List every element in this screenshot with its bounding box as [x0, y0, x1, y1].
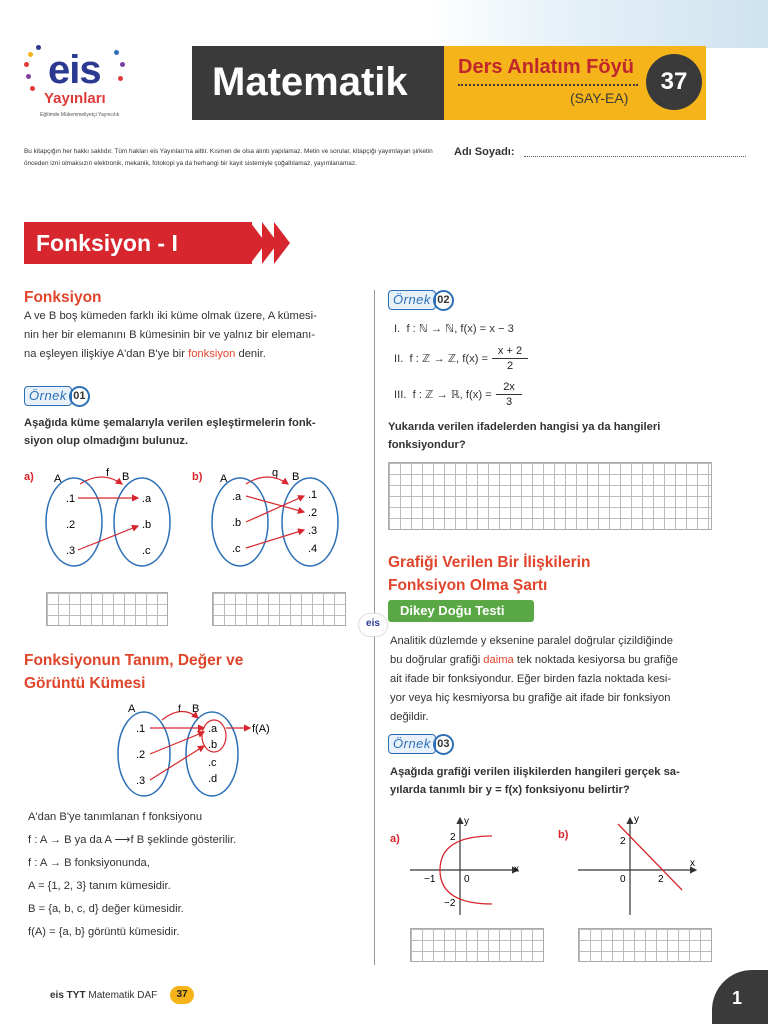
paragraph-line: değildir.	[390, 711, 429, 723]
set-label: A	[220, 473, 228, 485]
example-badge: Örnek 02	[388, 290, 454, 312]
definition-line: na eşleyen ilişkiye A'dan B'ye bir fonksiyon denir.	[24, 348, 266, 360]
set-element: .1	[136, 723, 146, 735]
method-badge: Dikey Doğu Testi	[388, 600, 534, 622]
page-number: 1	[732, 988, 743, 1008]
paragraph-line: Analitik düzlemde y eksenine paralel doğrular çizildiğinde	[390, 635, 673, 647]
subject-title: Matematik	[212, 60, 408, 104]
example-question: Aşağıda grafiği verilen ilişkilerden hangileri gerçek sa-	[390, 766, 680, 778]
definition-title: Fonksiyon	[24, 289, 102, 306]
set-element: .a	[232, 491, 242, 503]
statement-item: II. f : ℤ → ℤ, f(x) =	[394, 353, 489, 365]
fraction: x + 2 2	[492, 344, 528, 373]
tick-label: 0	[620, 874, 626, 885]
set-element: .a	[142, 493, 152, 505]
notation-line: f : A → B ya da A ⟶f B şeklinde gösterilir.	[28, 834, 237, 846]
set-element: .4	[308, 543, 318, 555]
set-element: .3	[136, 775, 146, 787]
function-label: g	[272, 467, 279, 479]
set-element: .b	[208, 739, 218, 751]
set-label: B	[122, 471, 130, 483]
example-question: fonksiyondur?	[388, 439, 466, 451]
diagram-label: b)	[192, 471, 203, 483]
example-question: siyon olup olmadığını bulunuz.	[24, 435, 189, 447]
logo-main: eis	[48, 48, 101, 92]
mapping-diagram-a	[22, 462, 188, 572]
section-title: Fonksiyon - I	[36, 230, 178, 256]
footer-text: eis TYT Matematik DAF	[50, 990, 158, 1001]
answer-grid[interactable]	[212, 592, 346, 626]
set-element: .3	[66, 545, 76, 557]
mapping-diagram-b	[190, 462, 356, 572]
paragraph-line: bu doğrular grafiği daima tek noktada kesiyorsa bu grafiğe	[390, 654, 678, 666]
statement-item: III. f : ℤ → ℝ, f(x) =	[394, 389, 492, 401]
page-number-tab	[712, 970, 768, 1024]
set-element: .2	[308, 507, 318, 519]
axis-label: y	[634, 814, 639, 825]
axis-label: x	[514, 864, 519, 875]
example-question: yılarda tanımlı bir y = f(x) fonksiyonu belirtir?	[390, 784, 630, 796]
set-element: .3	[308, 525, 318, 537]
set-element: .c	[142, 545, 151, 557]
copyright-notice: Bu kitapçığın her hakkı saklıdır. Tüm hakları eis Yayınları'na aittir. Kısmen de olsa alıntı yapılamaz. Metin ve sorular, kitapçığı yayımlayan şirketin önceden izni olmaksızın elektronik, mekanik, fotokopi ya da herhangi bir kayıt sistemiyle çoğaltılamaz, yayımlanamaz.	[24, 148, 433, 167]
tick-label: 2	[450, 832, 456, 843]
booklet-divider	[458, 84, 638, 86]
definition-line: A ve B boş kümeden farklı iki küme olmak üzere, A kümesi-	[24, 310, 317, 322]
tick-label: −2	[444, 898, 456, 909]
set-label: B	[192, 703, 200, 715]
booklet-track: (SAY-EA)	[570, 90, 629, 106]
tick-label: 2	[658, 874, 664, 885]
statement-item: I. f : ℕ → ℕ, f(x) = x − 3	[394, 323, 514, 335]
set-element: .b	[232, 517, 242, 529]
logo-tagline: Eğitimde Mükemmeliyetçi Yayıncılık	[40, 112, 120, 118]
booklet-number-badge: 37	[646, 54, 702, 110]
fraction: 2x 3	[496, 380, 522, 409]
function-label: f	[106, 467, 110, 479]
set-element: .1	[308, 489, 318, 501]
graph-label: a)	[390, 833, 400, 845]
set-element: .c	[232, 543, 241, 555]
set-element: .2	[136, 749, 146, 761]
answer-grid[interactable]	[388, 462, 712, 530]
example-question: Yukarıda verilen ifadelerden hangisi ya da hangileri	[388, 421, 661, 433]
answer-grid[interactable]	[578, 928, 712, 962]
example-question: Aşağıda küme şemalarıyla verilen eşleştirmelerin fonk-	[24, 417, 316, 429]
paragraph-line: ait ifade bir fonksiyondur. Eğer birden fazla noktada kesi-	[390, 673, 672, 685]
subsection-title: Grafiği Verilen Bir İlişkilerin	[388, 554, 591, 571]
subsection-title: Fonksiyon Olma Şartı	[388, 577, 548, 594]
chevron-icon	[274, 222, 290, 264]
subsection-title: Görüntü Kümesi	[24, 675, 146, 692]
highlight-term: daima	[483, 654, 514, 666]
tick-label: 0	[464, 874, 470, 885]
publisher-logo	[22, 42, 132, 132]
side-logo: eis	[358, 613, 388, 637]
graph-a	[388, 810, 528, 920]
axis-label: y	[464, 816, 469, 827]
highlight-term: fonksiyon	[188, 348, 236, 360]
set-element: .c	[208, 757, 217, 769]
set-element: .d	[208, 773, 218, 785]
notation-line: A'dan B'ye tanımlanan f fonksiyonu	[28, 811, 203, 823]
tick-label: −1	[424, 874, 436, 885]
diagram-label: a)	[24, 471, 34, 483]
image-label: f(A)	[252, 723, 270, 735]
mapping-diagram-image	[100, 698, 300, 802]
set-label: A	[54, 473, 62, 485]
example-badge: Örnek 03	[388, 734, 454, 756]
set-element: .1	[66, 493, 76, 505]
graph-b	[556, 810, 706, 920]
definition-line: nin her bir elemanını B kümesinin bir ve yalnız bir elemanı-	[24, 329, 316, 341]
function-label: f	[178, 704, 181, 715]
set-element: .2	[66, 519, 76, 531]
set-element: .b	[142, 519, 152, 531]
section-banner	[24, 222, 252, 264]
subsection-title: Fonksiyonun Tanım, Değer ve	[24, 652, 244, 669]
answer-grid[interactable]	[46, 592, 168, 626]
notation-line: A = {1, 2, 3} tanım kümesidir.	[28, 880, 171, 892]
logo-sub: Yayınları	[44, 90, 106, 107]
booklet-title: Ders Anlatım Föyü	[458, 56, 634, 78]
paragraph-line: yor veya hiç kesmiyorsa bu grafiğe ait ifade bir fonksiyon	[390, 692, 671, 704]
graph-label: b)	[558, 829, 569, 841]
set-element: .a	[208, 723, 218, 735]
name-label: Adı Soyadı:	[454, 146, 515, 158]
set-label: B	[292, 471, 300, 483]
notation-line: B = {a, b, c, d} değer kümesidir.	[28, 903, 184, 915]
footer-booklet-number: 37	[170, 986, 194, 1004]
example-badge: Örnek 01	[24, 386, 90, 408]
header-sky-decoration	[430, 0, 768, 48]
axis-label: x	[690, 858, 695, 869]
tick-label: 2	[620, 836, 626, 847]
answer-grid[interactable]	[410, 928, 544, 962]
set-label: A	[128, 703, 136, 715]
name-field[interactable]	[524, 156, 746, 157]
notation-line: f : A → B fonksiyonunda,	[28, 857, 150, 869]
notation-line: f(A) = {a, b} görüntü kümesidir.	[28, 926, 180, 938]
